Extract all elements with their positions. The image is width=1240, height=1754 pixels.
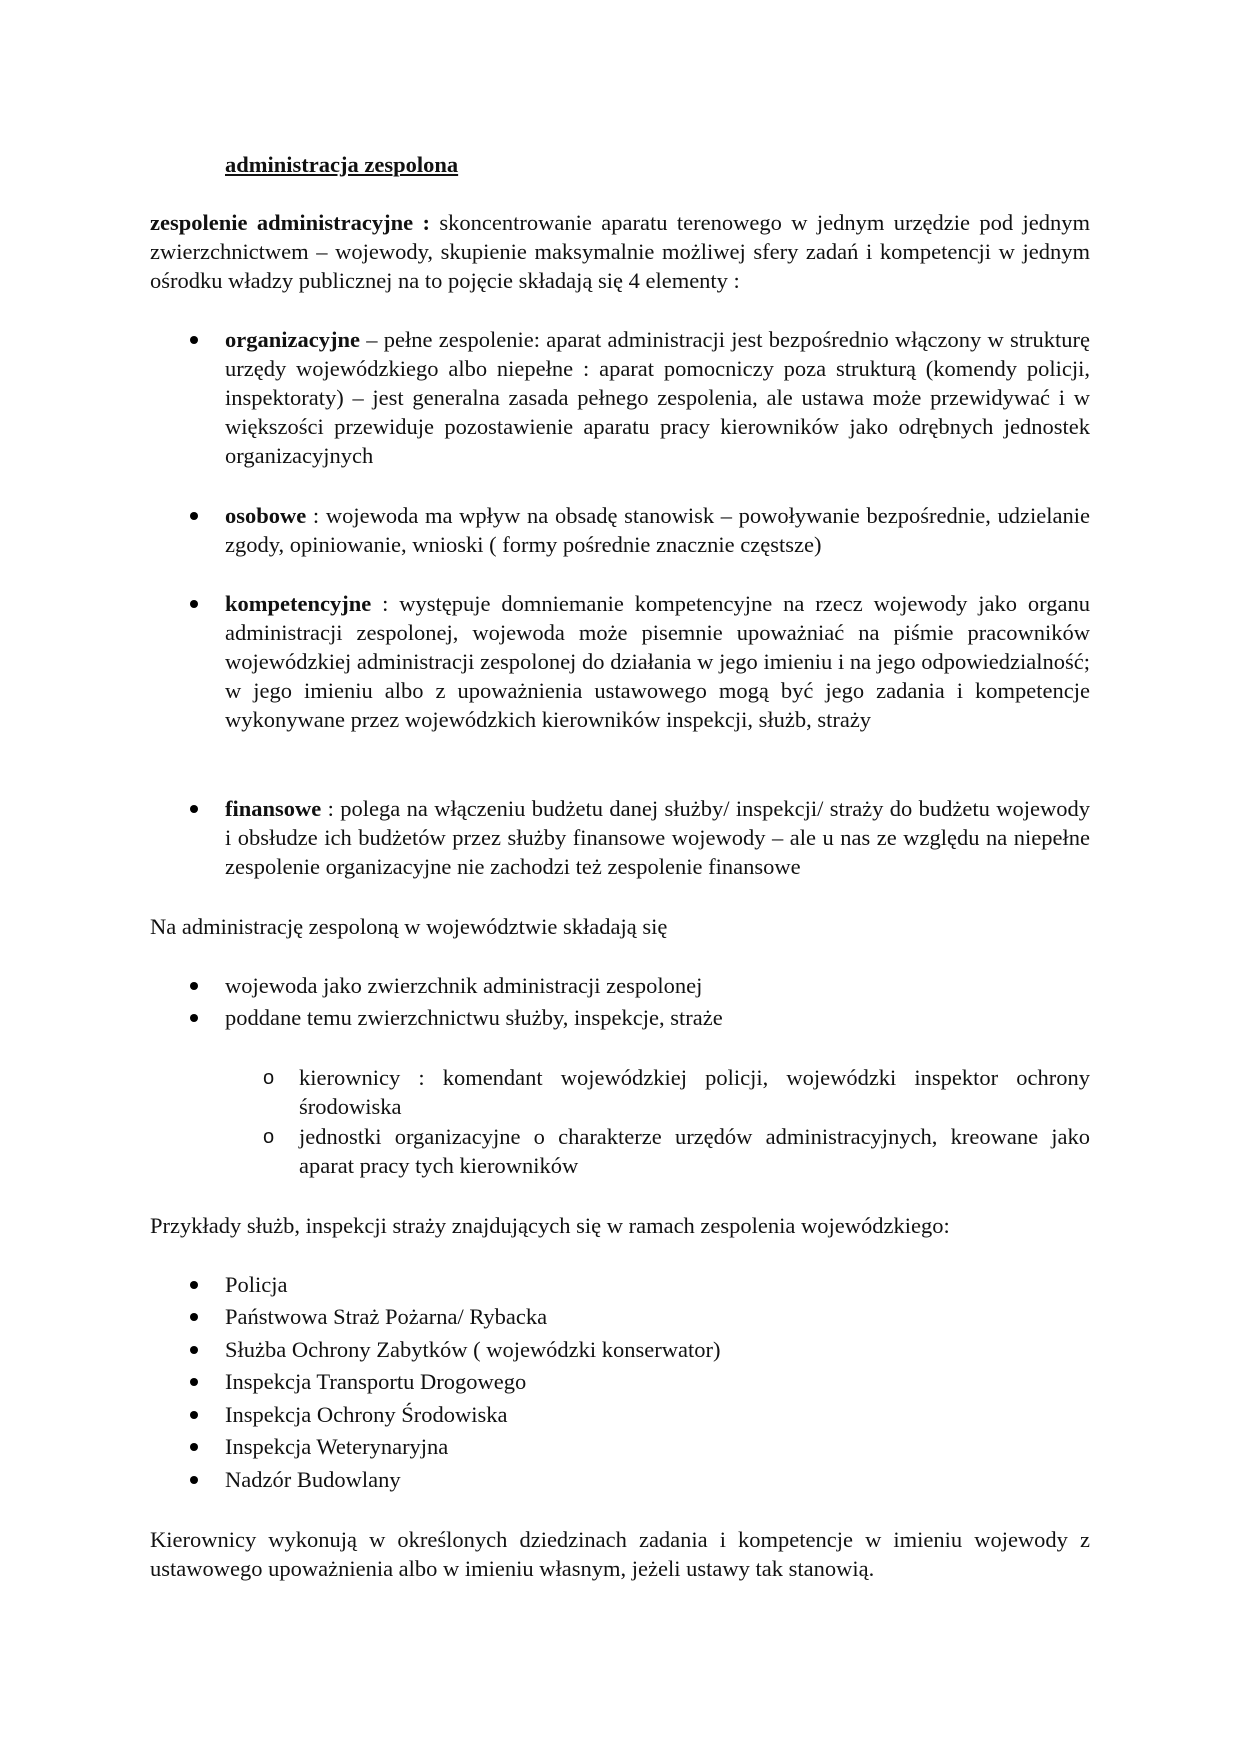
element-text: : polega na włączeniu budżetu danej służby/ inspekcji/ straży do budżetu wojewody i obsłudze ich budżetów przez służby finansowe wojewody – ale u nas ze względu na niepełne zespolenie organizacyjne nie zachodzi też zespolenie finansowe — [225, 796, 1090, 879]
bullet-icon — [190, 1281, 198, 1289]
bullet-icon — [190, 982, 198, 990]
element-text: – pełne zespolenie: aparat administracji jest bezpośrednio włączony w strukturę urzędy wojewódzkiego albo niepełne : aparat pomocniczy poza strukturą (komendy policji, inspektoraty) – jest generalna zasada pełnego zespolenia, ale ustawa może przewidywać i w większości przewiduje pozostawienie aparatu pracy kierowników jako odrębnych jednostek organizacyjnych — [225, 327, 1090, 468]
example-item — [225, 1465, 1090, 1494]
composition-subitem — [263, 1063, 1090, 1121]
composition-item — [225, 971, 1090, 1000]
example-item-text: Nadzór Budowlany — [225, 1467, 401, 1492]
example-item — [225, 1432, 1090, 1461]
intro-paragraph — [150, 208, 1090, 295]
circle-bullet-icon: o — [263, 1126, 275, 1148]
example-item-text: Służba Ochrony Zabytków ( wojewódzki konserwator) — [225, 1337, 721, 1362]
composition-subitem — [263, 1122, 1090, 1180]
bullet-icon — [190, 512, 198, 520]
composition-subitem-text: kierownicy : komendant wojewódzkiej policji, wojewódzki inspektor ochrony środowiska — [299, 1065, 1090, 1119]
closing-paragraph: Kierownicy wykonują w określonych dziedzinach zadania i kompetencje w imieniu wojewody z ustawowego upoważnienia albo w imieniu własnym, jeżeli ustawy tak stanowią. — [150, 1527, 1090, 1581]
element-item-finansowe — [225, 794, 1090, 881]
example-item-text: Inspekcja Weterynaryjna — [225, 1434, 449, 1459]
examples-heading: Przykłady służb, inspekcji straży znajdujących się w ramach zespolenia wojewódzkiego: — [150, 1213, 950, 1238]
composition-item-text: poddane temu zwierzchnictwu służby, inspekcje, straże — [225, 1005, 723, 1030]
bullet-icon — [190, 1378, 198, 1386]
composition-heading: Na administrację zespoloną w województwie składają się — [150, 914, 668, 939]
bullet-icon — [190, 1346, 198, 1354]
element-text: : wojewoda ma wpływ na obsadę stanowisk – powoływanie bezpośrednie, udzielanie zgody, opiniowanie, wnioski ( formy pośrednie znacznie częstsze) — [225, 503, 1090, 557]
bullet-icon — [190, 805, 198, 813]
element-item-osobowe — [225, 501, 1090, 559]
bullet-icon — [190, 1443, 198, 1451]
element-term: organizacyjne — [225, 327, 360, 352]
document-title: administracja zespolona — [225, 152, 459, 177]
composition-item-text: wojewoda jako zwierzchnik administracji zespolonej — [225, 973, 703, 998]
intro-text: skoncentrowanie aparatu terenowego w jednym urzędzie pod jednym zwierzchnictwem – wojewody, skupienie maksymalnie możliwej sfery zadań i kompetencji w jednym ośrodku władzy publicznej na to pojęcie składają się 4 elementy : — [150, 210, 1090, 293]
element-term: osobowe — [225, 503, 307, 528]
bullet-icon — [190, 1014, 198, 1022]
example-item-text: Inspekcja Transportu Drogowego — [225, 1369, 527, 1394]
bullet-icon — [190, 1411, 198, 1419]
element-text: : występuje domniemanie kompetencyjne na rzecz wojewody jako organu administracji zespolonej, wojewoda może pisemnie upoważniać na piśmie pracowników wojewódzkiej administracji zespolonej do działania w jego imieniu i na jego odpowiedzialność; w jego imieniu albo z upoważnienia ustawowego mogą być jego zadania i kompetencje wykonywane przez wojewódzkich kierowników inspekcji, służb, straży — [225, 591, 1090, 732]
composition-subitem-text: jednostki organizacyjne o charakterze urzędów administracyjnych, kreowane jako aparat pracy tych kierowników — [299, 1124, 1090, 1178]
element-term: kompetencyjne — [225, 591, 372, 616]
element-item-kompetencyjne — [225, 589, 1090, 734]
example-item — [225, 1302, 1090, 1331]
element-item-organizacyjne — [225, 325, 1090, 470]
example-item-text: Inspekcja Ochrony Środowiska — [225, 1402, 508, 1427]
example-item — [225, 1335, 1090, 1364]
bullet-icon — [190, 1476, 198, 1484]
example-item-text: Państwowa Straż Pożarna/ Rybacka — [225, 1304, 548, 1329]
example-item — [225, 1400, 1090, 1429]
circle-bullet-icon: o — [263, 1067, 275, 1089]
bullet-icon — [190, 336, 198, 344]
example-item — [225, 1270, 1090, 1299]
example-item — [225, 1367, 1090, 1396]
element-term: finansowe — [225, 796, 322, 821]
bullet-icon — [190, 1313, 198, 1321]
intro-term: zespolenie administracyjne : — [150, 210, 431, 235]
bullet-icon — [190, 600, 198, 608]
composition-item — [225, 1003, 1090, 1032]
example-item-text: Policja — [225, 1272, 288, 1297]
